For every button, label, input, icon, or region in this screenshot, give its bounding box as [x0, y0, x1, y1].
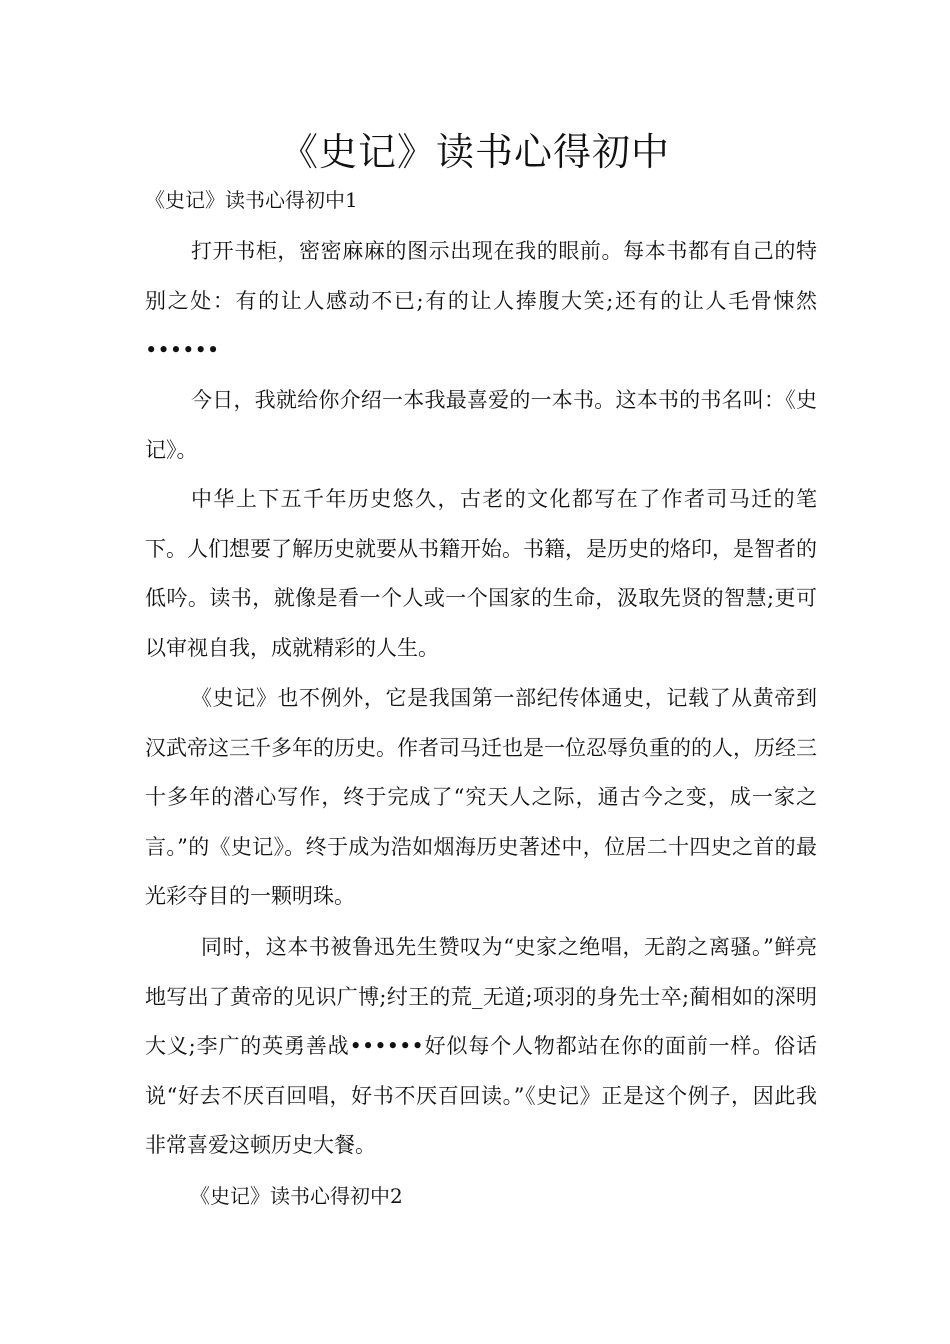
paragraph-5: 同时，这本书被鲁迅先生赞叹为“史家之绝唱，无韵之离骚。”鲜亮地写出了黄帝的见识广博;纣王的荒_无道;项羽的身先士卒;蔺相如的深明大义;李广的英勇善战••••••好似每个人物都站在你的面前一样。俗话说“好去不厌百回唱，好书不厌百回读。”《史记》正是这个例子，因此我非常喜爱这顿历史大餐。 [145, 935, 817, 1157]
paragraph-3: 中华上下五千年历史悠久，古老的文化都写在了作者司马迁的笔下。人们想要了解历史就要从书籍开始。书籍，是历史的烙印，是智者的低吟。读书，就像是看一个人或一个国家的生命，汲取先贤的智慧;更可以审视自我，成就精彩的人生。 [145, 487, 817, 660]
paragraph-1: 打开书柜，密密麻麻的图示出现在我的眼前。每本书都有自己的特别之处：有的让人感动不已;有的让人捧腹大笑;还有的让人毛骨悚然•••••• [145, 239, 817, 362]
paragraph-4: 《史记》也不例外，它是我国第一部纪传体通史，记载了从黄帝到汉武帝这三千多年的历史。作者司马迁也是一位忍辱负重的的人，历经三十多年的潜心写作，终于完成了“究天人之际，通古今之变，成一家之言。”的《史记》。终于成为浩如烟海历史著述中，位居二十四史之首的最光彩夺目的一颗明珠。 [145, 686, 817, 908]
document-title: 《史记》读书心得初中 [279, 130, 670, 174]
section-heading-1: 《史记》读书心得初中1 [145, 188, 358, 212]
paragraph-2: 今日，我就给你介绍一本我最喜爱的一本书。这本书的书名叫：《史记》。 [145, 388, 817, 462]
section-heading-2: 《史记》读书心得初中2 [190, 1184, 403, 1208]
